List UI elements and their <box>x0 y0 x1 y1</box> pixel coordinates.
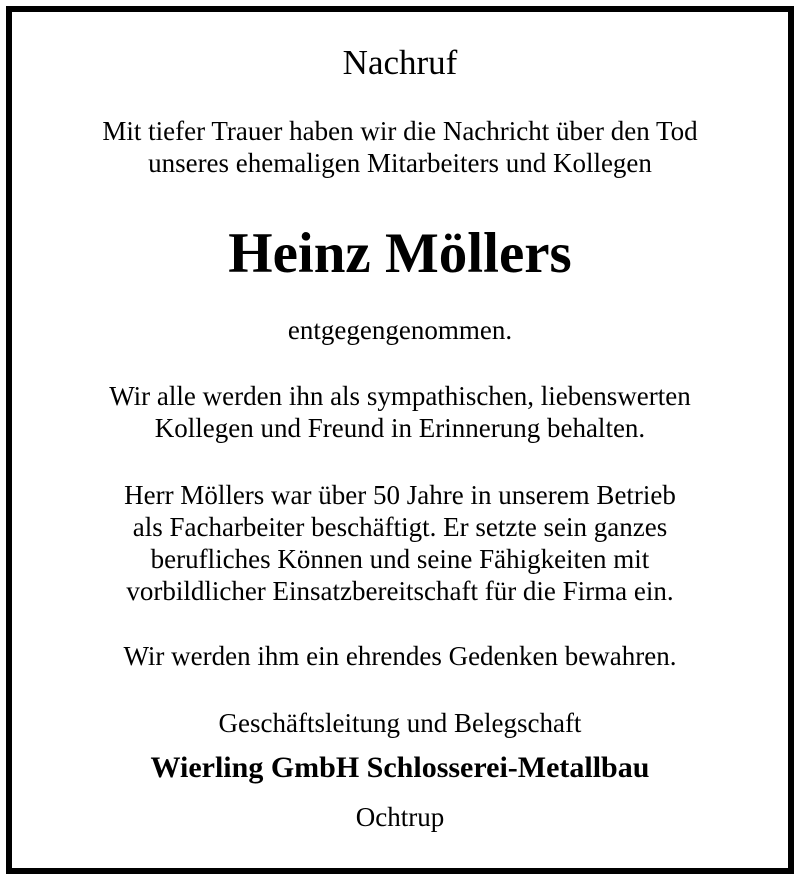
career-line: Herr Möllers war über 50 Jahre in unserem Betrieb <box>124 480 676 510</box>
company-name: Wierling GmbH Schlosserei-Metallbau <box>150 751 650 784</box>
memory-line: Wir alle werden ihn als sympathischen, liebenswerten <box>109 381 691 411</box>
career-line: als Facharbeiter beschäftigt. Er setzte sein ganzes <box>132 512 668 542</box>
received-text: entgegengenommen. <box>287 315 513 345</box>
intro-line: unseres ehemaligen Mitarbeiters und Kollegen <box>148 148 652 178</box>
signature-from: Geschäftsleitung und Belegschaft <box>218 708 582 738</box>
company-city: Ochtrup <box>355 802 445 832</box>
remembrance-text: Wir werden ihm ein ehrendes Gedenken bewahren. <box>123 641 677 671</box>
deceased-name: Heinz Möllers <box>228 222 572 285</box>
career-line: vorbildlicher Einsatzbereitschaft für die Firma ein. <box>126 576 674 606</box>
career-line: berufliches Können und seine Fähigkeiten mit <box>150 544 650 574</box>
memory-line: Kollegen und Freund in Erinnerung behalten. <box>154 413 646 443</box>
obituary-heading: Nachruf <box>342 43 458 82</box>
intro-line: Mit tiefer Trauer haben wir die Nachricht über den Tod <box>102 116 698 146</box>
